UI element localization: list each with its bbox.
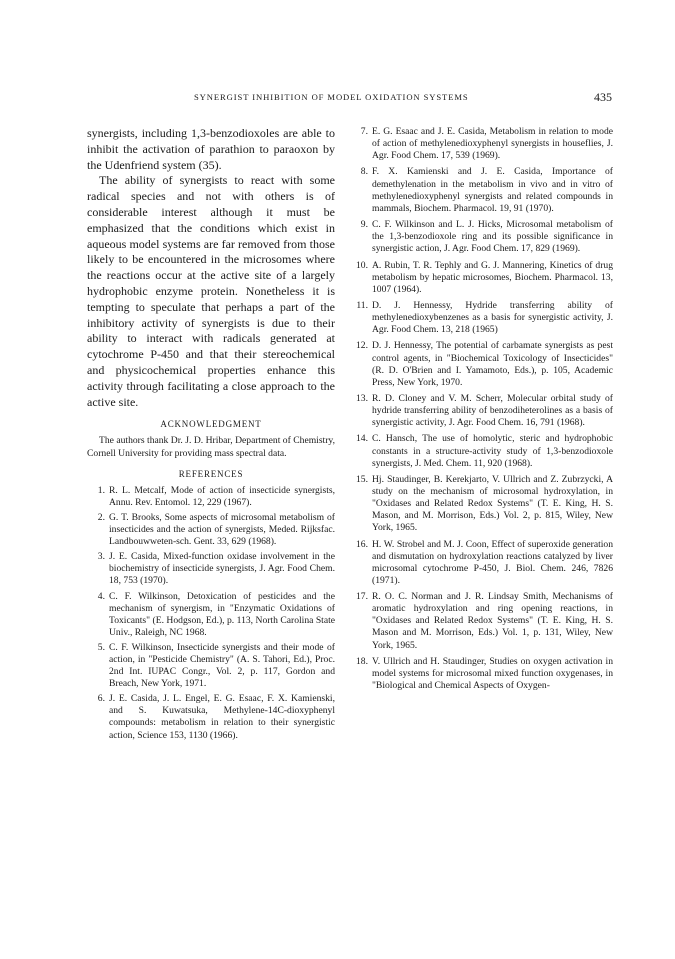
reference-text: V. Ullrich and H. Staudinger, Studies on oxygen activation in model systems for microsomal mixed function oxygenases, in "Biological and Chemical Aspects of Oxygen- — [372, 655, 613, 691]
reference-text: F. X. Kamienski and J. E. Casida, Importance of demethylenation in the metabolism in vivo and in vitro of methylenedioxyphenyl synergists and related compounds in mammals, Biochem. Pharmacol. 19, 91 (1970). — [372, 166, 613, 214]
reference-text: A. Rubin, T. R. Tephly and G. J. Mannering, Kinetics of drug metabolism by hepatic microsomes, Biochem. Pharmacol. 13, 1007 (1964). — [372, 259, 613, 295]
reference-number: 16. — [356, 538, 368, 550]
reference-number: 4. — [97, 590, 105, 602]
reference-number: 14. — [356, 433, 368, 445]
reference-number: 17. — [356, 591, 368, 603]
right-column — [350, 126, 613, 696]
reference-number: 9. — [360, 219, 368, 231]
reference-text: G. T. Brooks, Some aspects of microsomal metabolism of insecticides and the action of synergists, Meded. Rijksfac. Landbouwweten-sch. Gent. 33, 629 (1968). — [109, 511, 335, 548]
reference-number: 18. — [356, 655, 368, 667]
reference-text: R. O. C. Norman and J. R. Lindsay Smith, Mechanisms of aromatic hydroxylation and ring opening reactions, in "Oxidases and Related Redox Systems" (T. E. King, H. S. Mason and M. Morrison, Eds.) Vol. 1, p. 131, Wiley, New York, 1965. — [372, 591, 613, 651]
reference-item — [350, 300, 613, 336]
reference-text: D. J. Hennessy, Hydride transferring ability of methylenedioxybenzenes as a basis for synergistic activity, J. Agr. Food Chem. 13, 218 (1965) — [372, 299, 613, 336]
reference-number: 7. — [360, 126, 368, 137]
reference-item — [350, 126, 613, 162]
reference-item — [350, 433, 613, 469]
reference-item — [87, 485, 335, 509]
reference-item — [350, 340, 613, 388]
reference-number: 1. — [97, 484, 105, 496]
reference-text: C. Hansch, The use of homolytic, steric and hydrophobic constants in a structure-activity study of 1,3-benzodioxole synergists, J. Med. Chem. 11, 920 (1968). — [372, 433, 613, 469]
reference-number: 5. — [97, 641, 105, 653]
reference-number: 2. — [97, 511, 105, 523]
reference-text: J. E. Casida, J. L. Engel, E. G. Esaac, F. X. Kamienski, and S. Kuwatsuka, Methylene-14C-dioxyphenyl compounds: metabolism in relation to their synergistic action, Science 153, 1130 (1966). — [109, 693, 335, 741]
reference-number: 13. — [356, 393, 368, 404]
reference-number: 11. — [356, 299, 368, 311]
reference-text: C. F. Wilkinson, Detoxication of pesticides and the mechanism of synergism, in "Enzymatic Oxidations of Toxicants" (E. Hodgson, Ed.), p. 113, North Carolina State Univ., Raleigh, NC 1968. — [109, 590, 335, 638]
reference-item — [87, 591, 335, 639]
body-paragraph: The ability of synergists to react with some radical species and not with others is of considerable interest although it must be emphasized that the conditions which exist in aqueous model systems are far removed from those likely to be encountered in the microsomes where the reactions occur at the active site of a largely hydrophobic enzyme protein. Nonetheless it is tempting to speculate that perhaps a part of the inhibitory activity of synergists is due to their ability to interact with radicals generated at cytochrome P-450 and that their stereochemical and physicochemical properties enhance this activity through facilitating a close approach to the active site. — [87, 173, 335, 409]
reference-number: 8. — [360, 166, 368, 178]
reference-text: E. G. Esaac and J. E. Casida, Metabolism in relation to mode of action of methylenedioxyphenyl synergists in houseflies, J. Agr. Food Chem. 17, 539 (1969). — [372, 126, 613, 162]
references-heading: REFERENCES — [178, 468, 244, 479]
reference-item — [350, 166, 613, 214]
reference-text: D. J. Hennessy, The potential of carbamate synergists as pest control agents, in "Biochemical Toxicology of Insecticides" (R. D. O'Brien and I. Yamamoto, Eds.), p. 105, Academic Press, New York, 1970. — [372, 340, 613, 388]
reference-item — [350, 591, 613, 651]
reference-item — [350, 474, 613, 534]
reference-number: 6. — [97, 693, 105, 705]
reference-item — [350, 260, 613, 296]
reference-item — [87, 642, 335, 690]
running-header — [92, 92, 612, 106]
reference-item — [87, 693, 335, 741]
reference-text: C. F. Wilkinson and L. J. Hicks, Microsomal metabolism of the 1,3-benzodioxole ring and its possible significance in synergistic action, J. Agr. Food Chem. 17, 829 (1969). — [372, 219, 613, 255]
reference-number: 15. — [356, 473, 368, 485]
reference-text: Hj. Staudinger, B. Kerekjarto, V. Ullrich and Z. Zubrzycki, A study on the mechanism of microsomal hydroxylation, in "Oxidases and Related Redox Systems" (T. E. King, H. S. Mason, and M. Morrison, Eds.) Vol. 2, p. 815, Wiley, New York, 1965. — [372, 473, 613, 534]
acknowledgment-heading: ACKNOWLEDGMENT — [160, 419, 262, 430]
reference-item — [87, 551, 335, 587]
page-number: 435 — [594, 90, 612, 104]
left-column — [87, 126, 335, 745]
reference-list-right — [350, 126, 613, 692]
reference-text: C. F. Wilkinson, Insecticide synergists and their mode of action, in "Pesticide Chemistry" (A. S. Tahori, Ed.), Proc. 2nd Int. IUPAC Congr., Vol. 2, p. 117, Gordon and Breach, New York, 1971. — [109, 641, 335, 690]
reference-list-left — [87, 485, 335, 742]
reference-item — [350, 539, 613, 587]
reference-text: R. L. Metcalf, Mode of action of insecticide synergists, Annu. Rev. Entomol. 12, 229 (1967). — [109, 484, 335, 508]
body-paragraph: synergists, including 1,3-benzodioxoles are able to inhibit the activation of parathion to paraoxon by the Udenfriend system (35). — [87, 126, 335, 172]
reference-text: H. W. Strobel and M. J. Coon, Effect of superoxide generation and dismutation on hydroxylation reactions catalyzed by liver microsomal cytochrome P-450, J. Biol. Chem. 246, 7826 (1971). — [372, 538, 613, 586]
reference-item — [87, 512, 335, 548]
reference-number: 3. — [97, 551, 105, 563]
reference-number: 12. — [356, 340, 368, 352]
reference-item — [350, 393, 613, 429]
reference-text: R. D. Cloney and V. M. Scherr, Molecular orbital study of hydride transferring ability of benzodiheterolines as a basis of synergistic activity, J. Agr. Food Chem. 16, 791 (1968). — [372, 393, 613, 429]
reference-item — [350, 656, 613, 692]
running-title: SYNERGIST INHIBITION OF MODEL OXIDATION SYSTEMS — [194, 92, 469, 102]
reference-number: 10. — [356, 259, 368, 271]
reference-text: J. E. Casida, Mixed-function oxidase involvement in the biochemistry of insecticide synergists, J. Agr. Food Chem. 18, 753 (1970). — [109, 551, 335, 587]
reference-item — [350, 219, 613, 255]
acknowledgment-text: The authors thank Dr. J. D. Hribar, Department of Chemistry, Cornell University for providing mass spectral data. — [87, 435, 335, 459]
